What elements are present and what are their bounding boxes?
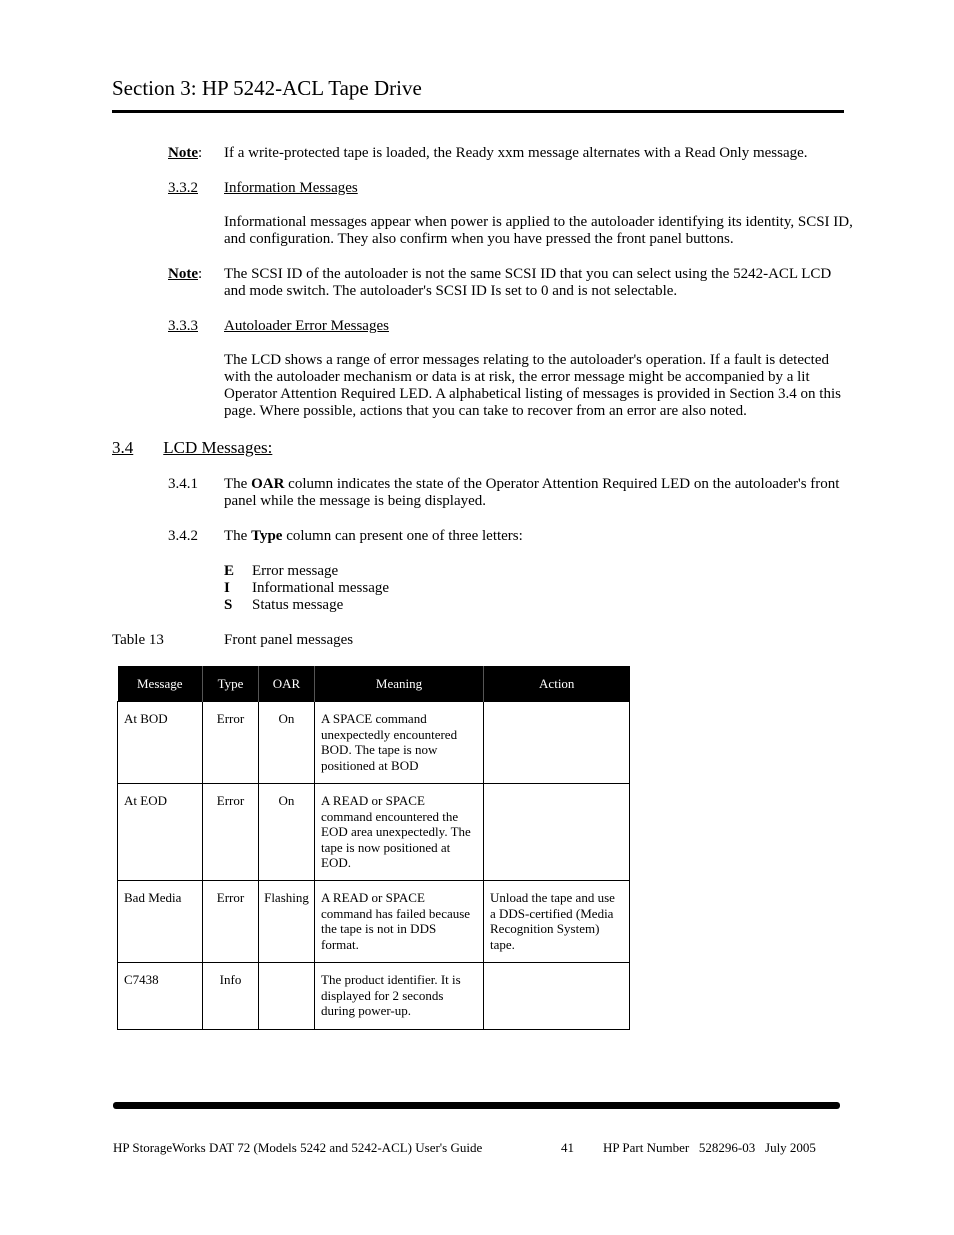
footer-guide-title: HP StorageWorks DAT 72 (Models 5242 and 5242-ACL) User's Guide (113, 1140, 483, 1155)
note-text: The SCSI ID of the autoloader is not the same SCSI ID that you can select using the 5242-ACL LCD and mode switch. The autoloader's SCSI ID Is set to 0 and is not selectable. (224, 266, 832, 299)
table-row (118, 881, 630, 963)
table-row (118, 963, 630, 1030)
cell-type: Error (203, 881, 259, 963)
footer-rule (113, 1102, 840, 1109)
section-heading-3-4: 3.4 LCD Messages: (112, 438, 273, 457)
cell-action (484, 702, 630, 784)
cell-oar (259, 963, 315, 1030)
table-caption: Front panel messages (224, 632, 354, 648)
cell-message: C7438 (118, 963, 203, 1030)
note-text: If a write-protected tape is loaded, the Ready xxm message alternates with a Read Only message. (224, 145, 808, 161)
column-header-message: Message (118, 666, 203, 702)
cell-message: Bad Media (118, 881, 203, 963)
cell-oar: Flashing (259, 881, 315, 963)
cell-type: Error (203, 784, 259, 881)
column-header-type: Type (203, 666, 259, 702)
cell-type: Info (203, 963, 259, 1030)
section-title: Section 3: HP 5242-ACL Tape Drive (112, 76, 422, 100)
type-letter: S (224, 597, 233, 613)
paragraph-information-messages: Informational messages appear when power is applied to the autoloader identifying its identity, SCSI ID, and configuration. They also confirm when you have pressed the front panel buttons. (224, 214, 853, 247)
paragraph-autoloader-error-messages: The LCD shows a range of error messages relating to the autoloader's operation. If a fault is detected with the autoloader mechanism or data is at risk, the error message might be accompanied by a lit Operator Attention Required LED. A alphabetical listing of messages is provided in Section 3.4 on this page. Where possible, actions that you can take to recover from an error are also noted. (224, 352, 841, 419)
column-header-oar: OAR (259, 666, 315, 702)
type-letter: E (224, 563, 235, 579)
cell-action (484, 963, 630, 1030)
note-label: Note: (168, 145, 203, 161)
footer-part-number: HP Part Number 528296-03 July 2005 (603, 1140, 816, 1155)
type-description: Status message (252, 597, 344, 613)
footer-page-number: 41 (561, 1140, 574, 1155)
cell-meaning: A SPACE command unexpectedly encountered BOD. The tape is now positioned at BOD (315, 702, 484, 784)
item-number-3-4-2: 3.4.2 (168, 528, 198, 544)
front-panel-messages-table (117, 666, 630, 1030)
table-row (118, 702, 630, 784)
cell-action (484, 784, 630, 881)
table-header-row (118, 666, 630, 702)
cell-oar: On (259, 702, 315, 784)
column-header-action: Action (484, 666, 630, 702)
table-label: Table 13 (112, 632, 164, 648)
cell-meaning: The product identifier. It is displayed for 2 seconds during power-up. (315, 963, 484, 1030)
paragraph-oar-column: The OAR column indicates the state of the Operator Attention Required LED on the autoloader's front panel while the message is being displayed. (224, 476, 840, 509)
header-rule (112, 110, 844, 113)
table-row (118, 784, 630, 881)
note-label: Note: (168, 266, 203, 282)
cell-meaning: A READ or SPACE command has failed because the tape is not in DDS format. (315, 881, 484, 963)
subsection-heading-3-3-3: 3.3.3 Autoloader Error Messages (168, 318, 389, 334)
cell-type: Error (203, 702, 259, 784)
cell-message: At EOD (118, 784, 203, 881)
item-number-3-4-1: 3.4.1 (168, 476, 198, 492)
cell-message: At BOD (118, 702, 203, 784)
cell-meaning: A READ or SPACE command encountered the EOD area unexpectedly. The tape is now positioned at EOD. (315, 784, 484, 881)
type-description: Informational message (252, 580, 390, 596)
paragraph-type-column: The Type column can present one of three letters: (224, 528, 523, 544)
cell-oar: On (259, 784, 315, 881)
cell-action: Unload the tape and use a DDS-certified (Media Recognition System) tape. (484, 881, 630, 963)
subsection-heading-3-3-2: 3.3.2 Information Messages (168, 180, 358, 196)
type-description: Error message (252, 563, 339, 579)
column-header-meaning: Meaning (315, 666, 484, 702)
type-letter: I (224, 580, 230, 596)
